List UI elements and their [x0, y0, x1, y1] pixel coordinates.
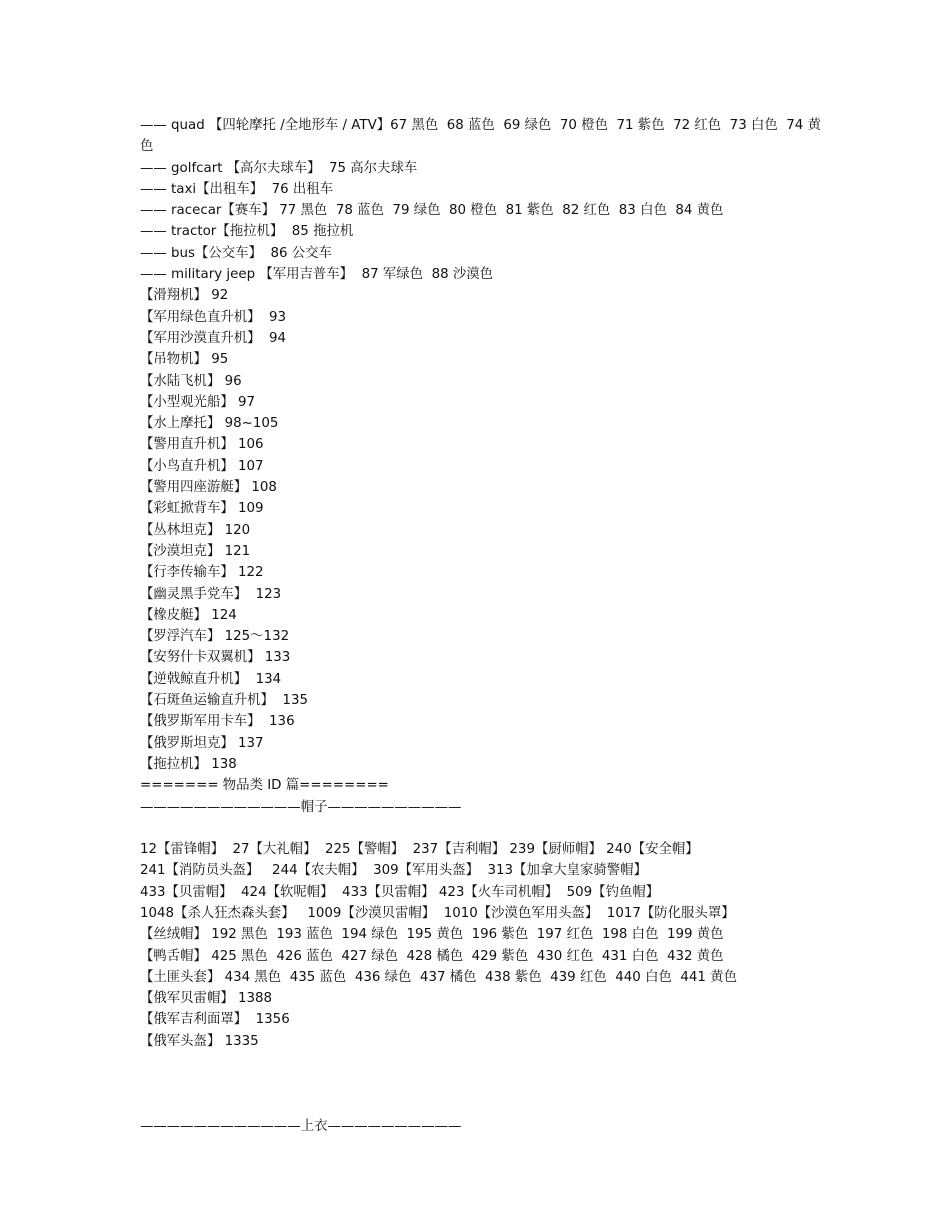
vehicle-line-tractor: —— tractor【拖拉机】 85 拖拉机: [140, 224, 354, 240]
vehicle-entry: 【警用四座游艇】 108: [140, 480, 277, 496]
hat-entry: 12【雷锋帽】 27【大礼帽】 225【警帽】 237【吉利帽】 239【厨师帽】 240【安全帽】: [140, 842, 699, 858]
vehicle-entry: 【安努什卡双翼机】 133: [140, 650, 291, 666]
hat-entry: 241【消防员头盔】 244【农夫帽】 309【军用头盔】 313【加拿大皇家骑警帽】: [140, 863, 647, 879]
vehicle-entry: 【警用直升机】 106: [140, 437, 264, 453]
spacer: [140, 1052, 830, 1116]
vehicle-line-quad: —— quad 【四轮摩托 /全地形车 / ATV】67 黑色 68 蓝色 69 绿色 70 橙色 71 紫色 72 红色 73 白色 74 黄色: [140, 118, 821, 155]
vehicle-entry: 【沙漠坦克】 121: [140, 543, 251, 559]
tops-divider: ————————————上衣——————————: [140, 1119, 462, 1135]
vehicle-entry: 【拖拉机】 138: [140, 756, 237, 772]
hat-entry: 1048【杀人狂杰森头套】 1009【沙漠贝雷帽】 1010【沙漠色军用头盔】 1017【防化服头罩】: [140, 905, 735, 921]
vehicle-entry: 【军用绿色直升机】 93: [140, 309, 287, 325]
vehicle-entry: 【橡皮艇】 124: [140, 607, 237, 623]
hat-entry: 【俄军头盔】 1335: [140, 1033, 259, 1049]
vehicle-entry: 【石斑鱼运输直升机】 135: [140, 693, 308, 709]
document-page: [140, 115, 830, 1137]
vehicle-line-taxi: —— taxi【出租车】 76 出租车: [140, 181, 334, 197]
hats-divider: ————————————帽子——————————: [140, 799, 462, 815]
hat-entry: 【俄军贝雷帽】 1388: [140, 991, 273, 1007]
vehicle-entry: 【逆戟鲸直升机】 134: [140, 671, 282, 687]
vehicle-line-bus: —— bus【公交车】 86 公交车: [140, 245, 332, 261]
vehicle-entry: 【小鸟直升机】 107: [140, 458, 264, 474]
vehicle-entry: 【彩虹掀背车】 109: [140, 501, 264, 517]
vehicle-entry: 【吊物机】 95: [140, 352, 229, 368]
vehicle-line-golfcart: —— golfcart 【高尔夫球车】 75 高尔夫球车: [140, 160, 418, 176]
vehicle-entry: 【罗浮汽车】 125～132: [140, 629, 290, 645]
items-section-heading: ======= 物品类 ID 篇========: [140, 778, 389, 794]
vehicle-entry: 【俄罗斯军用卡车】 136: [140, 714, 295, 730]
vehicle-entry: 【俄罗斯坦克】 137: [140, 735, 264, 751]
vehicle-line-military-jeep: —— military jeep 【军用吉普车】 87 军绿色 88 沙漠色: [140, 267, 494, 283]
hat-entry: 【土匪头套】 434 黑色 435 蓝色 436 绿色 437 橘色 438 紫色 439 红色 440 白色 441 黄色: [140, 969, 737, 985]
vehicle-entry: 【军用沙漠直升机】 94: [140, 330, 287, 346]
hat-entry: 【丝绒帽】 192 黑色 193 蓝色 194 绿色 195 黄色 196 紫色 197 红色 198 白色 199 黄色: [140, 927, 724, 943]
hat-entry: 【鸭舌帽】 425 黑色 426 蓝色 427 绿色 428 橘色 429 紫色 430 红色 431 白色 432 黄色: [140, 948, 724, 964]
hat-entry: 【俄军吉利面罩】 1356: [140, 1012, 290, 1028]
vehicle-entry: 【小型观光船】 97: [140, 394, 256, 410]
spacer: [140, 818, 830, 839]
vehicle-entry: 【水陆飞机】 96: [140, 373, 242, 389]
vehicle-entry: 【滑翔机】 92: [140, 288, 229, 304]
vehicle-entry: 【丛林坦克】 120: [140, 522, 251, 538]
vehicle-entry: 【行李传输车】 122: [140, 565, 264, 581]
vehicle-entry: 【水上摩托】 98~105: [140, 416, 279, 432]
vehicle-entry: 【幽灵黑手党车】 123: [140, 586, 282, 602]
vehicle-line-racecar: —— racecar【赛车】 77 黑色 78 蓝色 79 绿色 80 橙色 81 紫色 82 红色 83 白色 84 黄色: [140, 203, 724, 219]
hat-entry: 433【贝雷帽】 424【软呢帽】 433【贝雷帽】 423【火车司机帽】 509【钓鱼帽】: [140, 884, 660, 900]
